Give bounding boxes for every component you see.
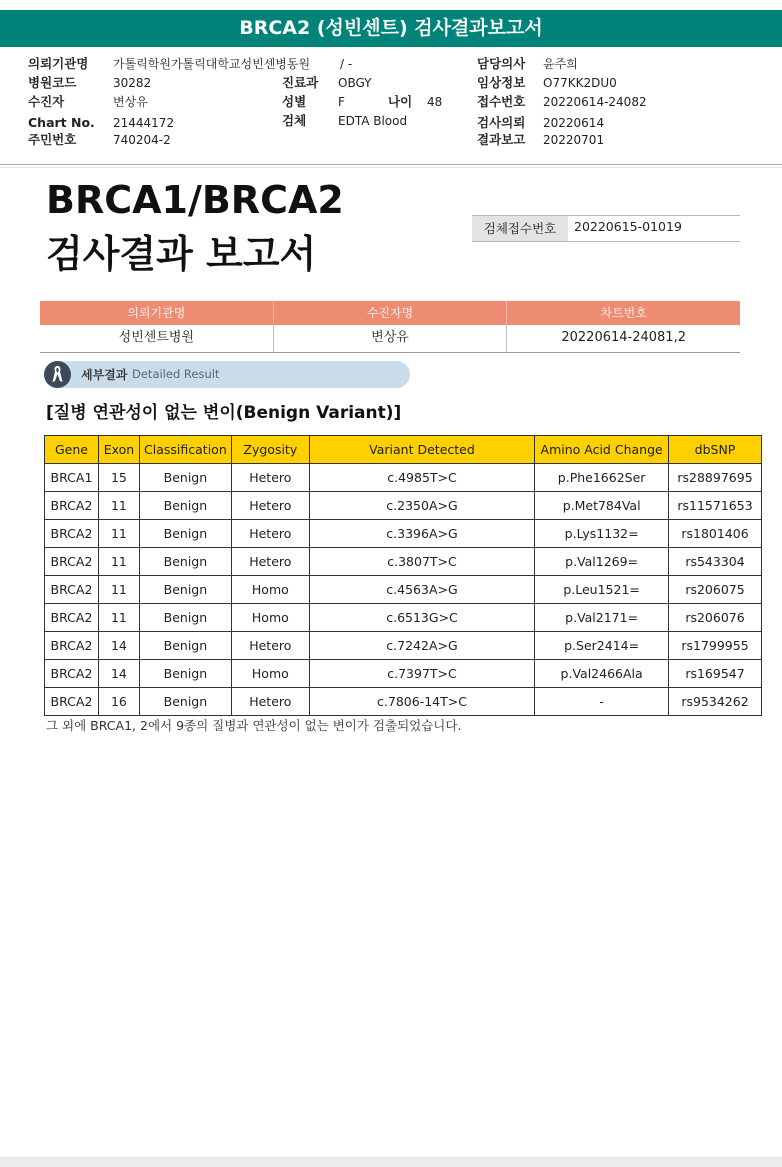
cell-amino-acid: - — [535, 688, 669, 716]
variant-table — [44, 435, 762, 716]
id-number-value: 740204-2 — [113, 133, 171, 147]
sex-value: F — [338, 95, 345, 109]
page-bottom-band — [0, 1157, 782, 1167]
info-header-chart: 차트번호 — [507, 301, 740, 325]
footnote-text: 그 외에 BRCA1, 2에서 9종의 질병과 연관성이 없는 변이가 검출되었습니다. — [46, 718, 462, 733]
cell-zygosity: Hetero — [231, 520, 309, 548]
test-request-value: 20220614 — [543, 116, 605, 130]
cell-zygosity: Hetero — [231, 548, 309, 576]
info-header-institution: 의뢰기관명 — [40, 301, 274, 325]
cell-exon: 11 — [98, 548, 139, 576]
cell-dbsnp: rs169547 — [669, 660, 762, 688]
detailed-result-label-en: Detailed Result — [132, 367, 220, 381]
cell-zygosity: Hetero — [231, 632, 309, 660]
cell-classification: Benign — [139, 632, 231, 660]
cell-zygosity: Homo — [231, 604, 309, 632]
cell-variant: c.2350A>G — [309, 492, 534, 520]
table-row — [45, 520, 762, 548]
cell-classification: Benign — [139, 548, 231, 576]
report-title-line1: BRCA1/BRCA2 — [46, 178, 344, 222]
department-label: 진료과 — [282, 75, 319, 90]
accession-value: 20220614-24082 — [543, 95, 647, 109]
cell-amino-acid: p.Met784Val — [535, 492, 669, 520]
cell-variant: c.7242A>G — [309, 632, 534, 660]
table-row — [45, 688, 762, 716]
clinical-info-label: 임상정보 — [477, 75, 526, 90]
cell-gene: BRCA2 — [45, 520, 99, 548]
col-header-classification: Classification — [139, 436, 231, 464]
cell-exon: 11 — [98, 520, 139, 548]
result-report-label: 결과보고 — [477, 132, 526, 147]
cell-gene: BRCA2 — [45, 548, 99, 576]
institution-label: 의뢰기관명 — [28, 56, 89, 71]
cell-gene: BRCA1 — [45, 464, 99, 492]
col-header-zygosity: Zygosity — [231, 436, 309, 464]
cell-exon: 15 — [98, 464, 139, 492]
report-title-line2: 검사결과 보고서 — [46, 232, 317, 276]
cell-dbsnp: rs9534262 — [669, 688, 762, 716]
cell-variant: c.3396A>G — [309, 520, 534, 548]
cell-amino-acid: p.Lys1132= — [535, 520, 669, 548]
cell-exon: 11 — [98, 492, 139, 520]
detailed-result-label-ko: 세부결과 — [81, 368, 128, 382]
info-value-patient: 변상유 — [274, 325, 508, 352]
table-row — [45, 548, 762, 576]
info-value-chart: 20220614-24081,2 — [561, 330, 686, 345]
cell-gene: BRCA2 — [45, 660, 99, 688]
col-header-exon: Exon — [98, 436, 139, 464]
cell-classification: Benign — [139, 660, 231, 688]
cell-amino-acid: p.Leu1521= — [535, 576, 669, 604]
report-title — [46, 176, 344, 278]
report-header-bar — [0, 10, 782, 47]
cell-exon: 14 — [98, 632, 139, 660]
accession-label: 접수번호 — [477, 94, 526, 109]
hospital-code-label: 병원코드 — [28, 75, 77, 90]
benign-variant-heading: [질병 연관성이 없는 변이(Benign Variant)] — [46, 403, 402, 423]
institution-slash-value: / - — [340, 57, 353, 71]
specimen-label: 검체 — [282, 113, 307, 128]
patient-label: 수진자 — [28, 94, 65, 109]
variant-table-header-row — [45, 436, 762, 464]
cell-zygosity: Homo — [231, 576, 309, 604]
id-number-label: 주민번호 — [28, 132, 77, 147]
chart-no-label: Chart No. — [28, 115, 95, 130]
test-request-label: 검사의뢰 — [477, 115, 526, 130]
cell-exon: 16 — [98, 688, 139, 716]
department-value: OBGY — [338, 76, 372, 90]
clinical-info-value: O77KK2DU0 — [543, 76, 617, 90]
cell-gene: BRCA2 — [45, 688, 99, 716]
table-row — [45, 604, 762, 632]
cell-amino-acid: p.Ser2414= — [535, 632, 669, 660]
cell-amino-acid: p.Val2466Ala — [535, 660, 669, 688]
age-label: 나이 — [388, 94, 413, 109]
cell-classification: Benign — [139, 604, 231, 632]
cell-gene: BRCA2 — [45, 604, 99, 632]
table-row — [45, 660, 762, 688]
cell-dbsnp: rs543304 — [669, 548, 762, 576]
patient-value: 변상유 — [113, 95, 148, 109]
cell-zygosity: Hetero — [231, 492, 309, 520]
cell-variant: c.3807T>C — [309, 548, 534, 576]
specimen-receipt-box — [472, 215, 740, 242]
doctor-value: 윤주희 — [543, 57, 578, 71]
cell-gene: BRCA2 — [45, 576, 99, 604]
info-header-patient: 수진자명 — [274, 301, 508, 325]
cell-classification: Benign — [139, 576, 231, 604]
cell-amino-acid: p.Phe1662Ser — [535, 464, 669, 492]
cell-classification: Benign — [139, 492, 231, 520]
cell-amino-acid: p.Val2171= — [535, 604, 669, 632]
cell-variant: c.4563A>G — [309, 576, 534, 604]
cell-exon: 11 — [98, 604, 139, 632]
col-header-dbsnp: dbSNP — [669, 436, 762, 464]
cell-variant: c.7397T>C — [309, 660, 534, 688]
cell-classification: Benign — [139, 464, 231, 492]
table-row — [45, 464, 762, 492]
patient-info-divider-light — [0, 167, 782, 168]
cell-variant: c.4985T>C — [309, 464, 534, 492]
table-row — [45, 492, 762, 520]
cell-dbsnp: rs11571653 — [669, 492, 762, 520]
table-row — [45, 576, 762, 604]
cell-classification: Benign — [139, 520, 231, 548]
cell-classification: Benign — [139, 688, 231, 716]
receipt-label: 검체접수번호 — [472, 216, 568, 241]
cell-amino-acid: p.Val1269= — [535, 548, 669, 576]
cell-dbsnp: rs28897695 — [669, 464, 762, 492]
cell-zygosity: Homo — [231, 660, 309, 688]
patient-info-divider — [0, 164, 782, 165]
col-header-variant: Variant Detected — [309, 436, 534, 464]
specimen-value: EDTA Blood — [338, 114, 408, 128]
cell-exon: 11 — [98, 576, 139, 604]
detailed-result-pill — [44, 361, 410, 388]
cell-dbsnp: rs1801406 — [669, 520, 762, 548]
cell-zygosity: Hetero — [231, 464, 309, 492]
cell-gene: BRCA2 — [45, 632, 99, 660]
summary-info-bar — [40, 301, 740, 353]
result-report-value: 20220701 — [543, 133, 605, 147]
institution-value: 가톨릭학원가톨릭대학교성빈센병동원 — [113, 57, 311, 71]
cell-dbsnp: rs206076 — [669, 604, 762, 632]
age-value: 48 — [427, 95, 443, 109]
col-header-amino-acid: Amino Acid Change — [535, 436, 669, 464]
cell-dbsnp: rs206075 — [669, 576, 762, 604]
ribbon-icon — [44, 361, 71, 388]
col-header-gene: Gene — [45, 436, 99, 464]
table-row — [45, 632, 762, 660]
cell-zygosity: Hetero — [231, 688, 309, 716]
cell-variant: c.7806-14T>C — [309, 688, 534, 716]
cell-variant: c.6513G>C — [309, 604, 534, 632]
hospital-code-value: 30282 — [113, 76, 152, 90]
doctor-label: 담당의사 — [477, 56, 526, 71]
cell-dbsnp: rs1799955 — [669, 632, 762, 660]
info-value-institution: 성빈센트병원 — [40, 325, 274, 352]
chart-no-value: 21444172 — [113, 116, 175, 130]
sex-label: 성별 — [282, 94, 307, 109]
cell-gene: BRCA2 — [45, 492, 99, 520]
report-header-title: BRCA2 (성빈센트) 검사결과보고서 — [239, 17, 543, 39]
receipt-value: 20220615-01019 — [574, 219, 682, 234]
cell-exon: 14 — [98, 660, 139, 688]
